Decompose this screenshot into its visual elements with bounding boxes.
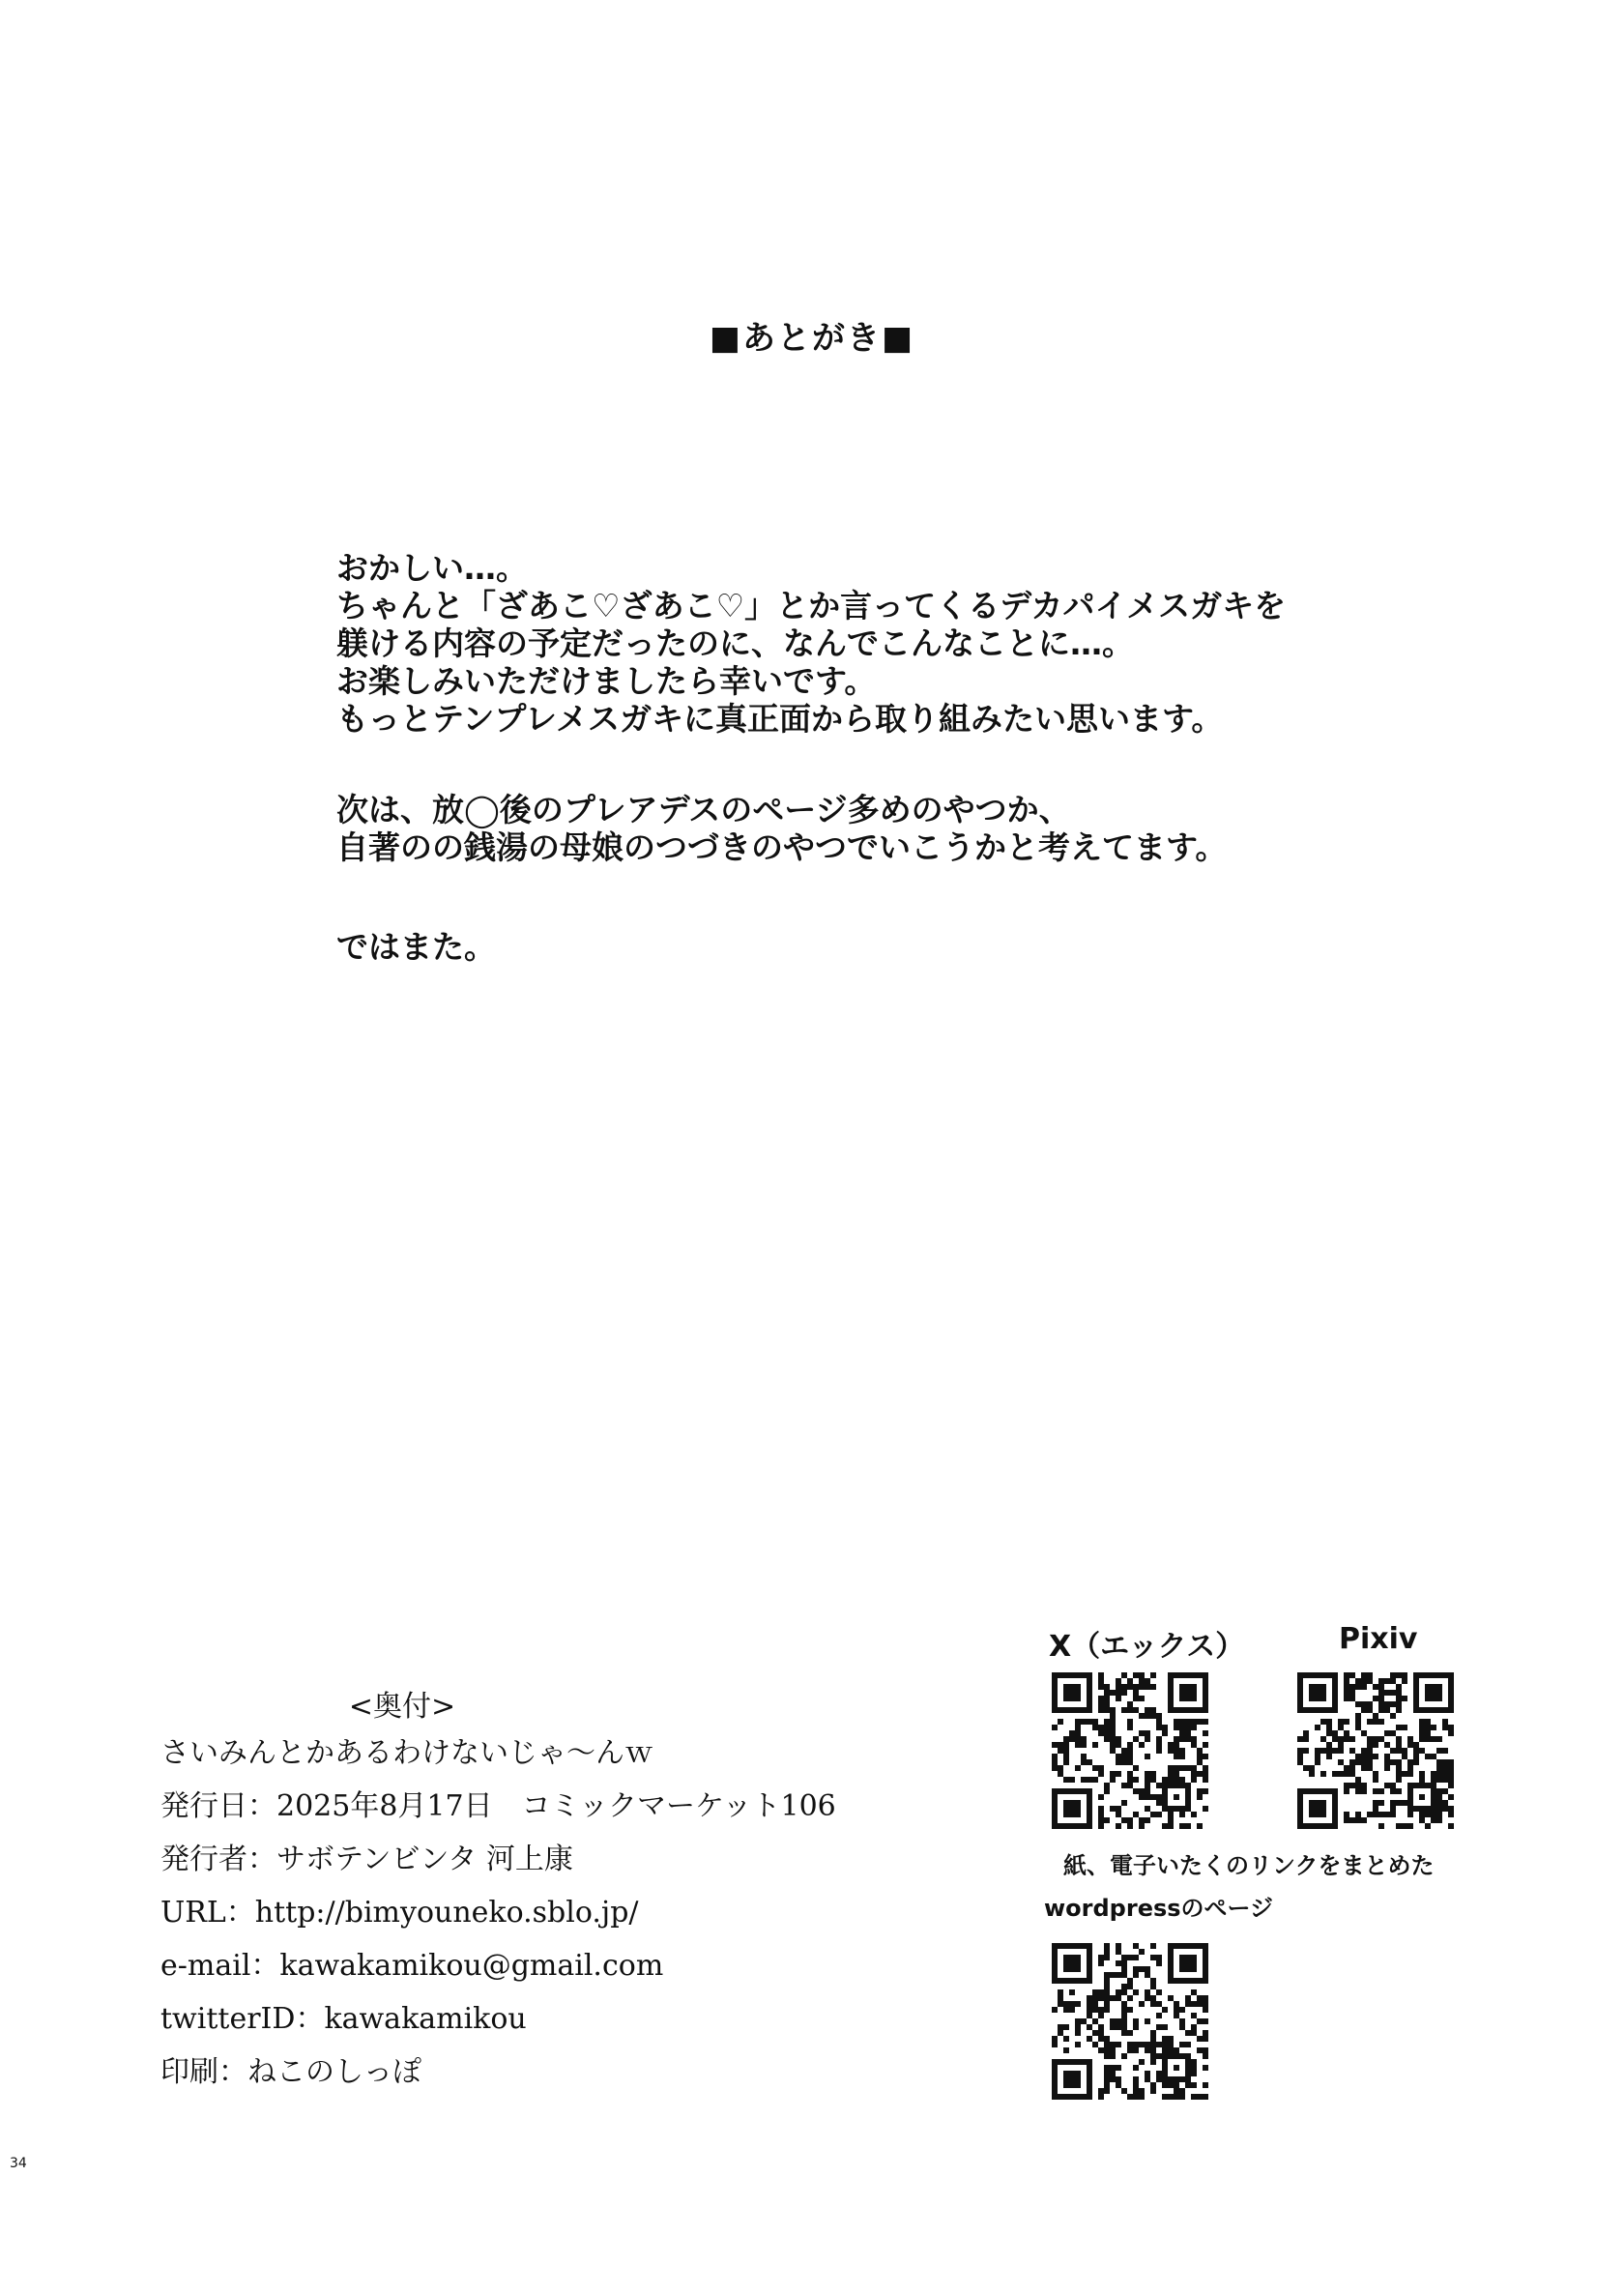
afterword-line: 躾ける内容の予定だったのに、なんでこんなことに…。 [336,624,1134,662]
wordpress-qr-code-icon[interactable] [1052,1943,1208,2100]
colophon-publisher: 発行者：サボテンビンタ 河上康 [160,1843,573,1876]
colophon [160,1682,836,2099]
afterword-heading: ■あとがき■ [709,319,915,358]
colophon-printer: 印刷：ねこのしっぽ [160,2055,421,2089]
colophon-twitter: twitterID：kawakamikou [160,2002,527,2036]
colophon-email: e-mail：kawakamikou@gmail.com [160,1949,664,1983]
pixiv-qr-label: Pixiv [1339,1622,1418,1656]
colophon-url: URL：http://bimyouneko.sblo.jp/ [160,1896,639,1930]
colophon-publish-date: 発行日：2025年8月17日 コミックマーケット106 [160,1789,836,1823]
afterword-line: お楽しみいただけましたら幸いです。 [336,662,877,700]
colophon-title: <奥付> [348,1690,456,1724]
x-qr-code-icon[interactable] [1052,1672,1208,1829]
pixiv-qr-code-icon[interactable] [1297,1672,1454,1829]
wordpress-note-line-2: wordpressのページ [1044,1895,1274,1922]
page-number: 34 [10,2156,27,2171]
x-qr-label: X（エックス） [1049,1630,1245,1664]
afterword-paragraph-1 [336,549,1286,738]
afterword-line: 次は、放◯後のプレアデスのページ多めのやつか、 [336,791,1071,828]
afterword-closing: ではまた。 [336,928,496,966]
wordpress-note-line-1: 紙、電子いたくのリンクをまとめた [1063,1852,1435,1879]
afterword-line: ちゃんと「ざあこ♡ざあこ♡」とか言ってくるデカパイメスガキを [336,587,1287,624]
afterword-paragraph-2 [336,791,1227,866]
afterword-line: もっとテンプレメスガキに真正面から取り組みたい思います。 [336,700,1224,738]
afterword-line: 自著のの銭湯の母娘のつづきのやつでいこうかと考えてます。 [336,828,1228,866]
afterword-line: おかしい…。 [336,549,528,587]
colophon-book-title: さいみんとかあるわけないじゃ〜んｗ [160,1736,653,1770]
